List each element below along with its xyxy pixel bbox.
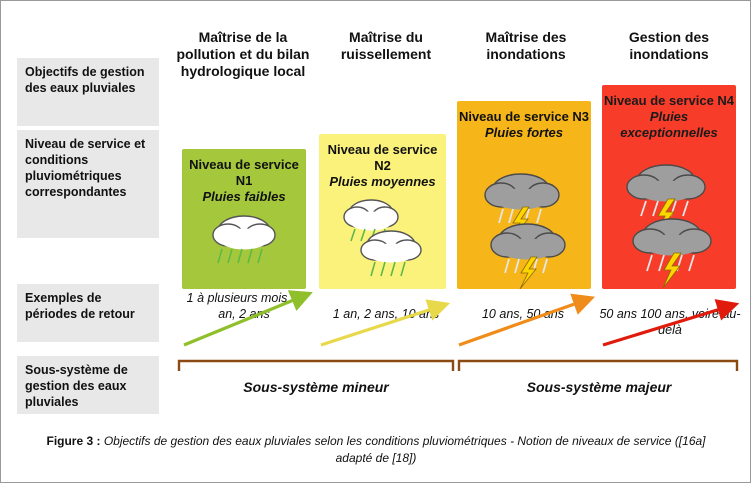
service-level-block-n1 — [182, 149, 306, 289]
return-period-n1: 1 à plusieurs mois, 1 an, 2 ans — [186, 291, 302, 321]
row-label-periodes-retour: Exemples de périodes de retour — [17, 284, 159, 342]
figure-caption-text: Objectifs de gestion des eaux pluviales selon les conditions pluviométriques - Notion de niveaux de service ([16a] adapté de [18]) — [100, 434, 706, 465]
service-level-block-n4 — [602, 85, 736, 289]
column-header-2: Maîtrise du ruissellement — [340, 29, 432, 62]
return-period-n2: 1 an, 2 ans, 10 ans — [332, 307, 440, 321]
column-header-3: Maîtrise des inondations — [485, 29, 567, 62]
column-header-1: Maîtrise de la pollution et du bilan hydrologique local — [176, 29, 310, 79]
figure-caption — [41, 433, 711, 467]
return-period-n3: 10 ans, 50 ans — [481, 307, 564, 321]
service-level-title-n2: Niveau de service N2 — [327, 142, 438, 173]
row-label-objectifs: Objectifs de gestion des eaux pluviales — [17, 58, 159, 126]
cloud-artwork-n4 — [602, 159, 736, 289]
rain-type-n2: Pluies moyennes — [329, 174, 436, 189]
rain-type-n1: Pluies faibles — [202, 189, 286, 204]
row-label-niveau-service: Niveau de service et conditions pluviométriques correspondantes — [17, 130, 159, 238]
rain-type-n3: Pluies fortes — [484, 125, 564, 140]
service-level-title-n3: Niveau de service N3 — [458, 109, 590, 124]
cloud-artwork-n2 — [319, 197, 446, 289]
column-header-4: Gestion des inondations — [628, 29, 710, 62]
service-level-block-n3 — [457, 101, 591, 289]
service-level-block-n2 — [319, 134, 446, 289]
subsystem-label-major: Sous-système majeur — [526, 379, 672, 395]
service-level-title-n4: Niveau de service N4 — [603, 93, 735, 108]
service-level-title-n1: Niveau de service N1 — [189, 157, 299, 188]
rain-type-n4: Pluies exceptionnelles — [620, 109, 718, 140]
cloud-artwork-n3 — [457, 169, 591, 289]
figure-caption-prefix: Figure 3 : — [46, 434, 101, 448]
return-period-n4: 50 ans 100 ans, voire au-delà — [599, 307, 741, 337]
cloud-artwork-n1 — [182, 197, 306, 289]
subsystem-label-minor: Sous-système mineur — [243, 379, 389, 395]
row-label-sous-systeme: Sous-système de gestion des eaux pluviales — [17, 356, 159, 414]
